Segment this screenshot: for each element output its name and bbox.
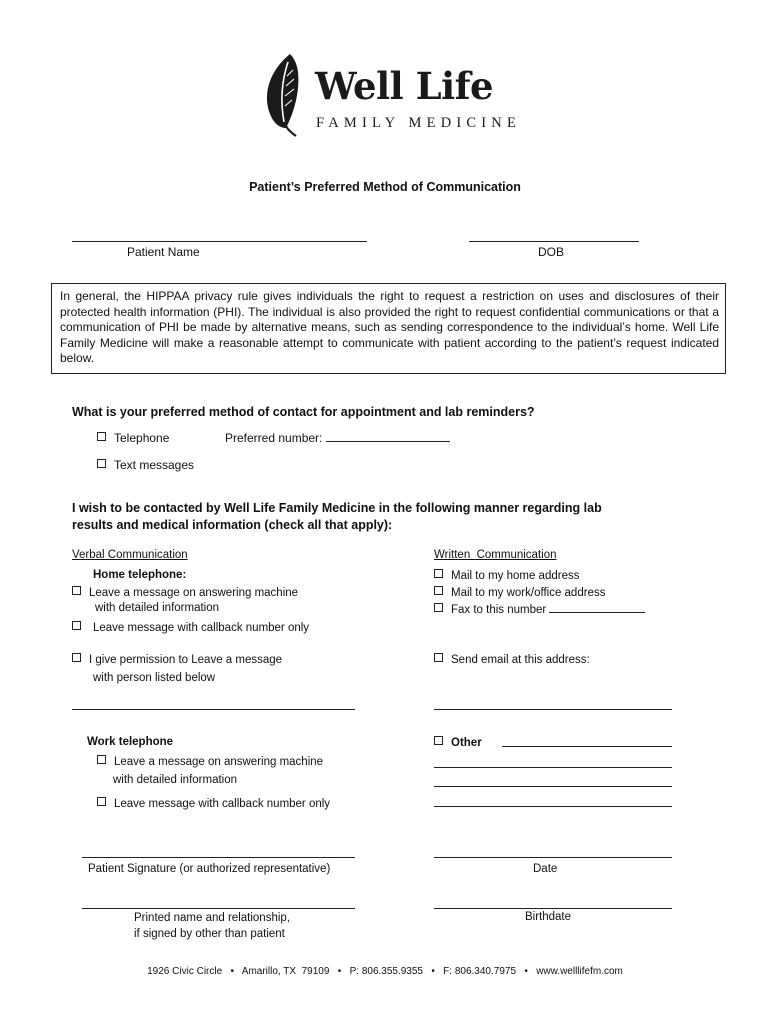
other-option[interactable]	[434, 736, 482, 749]
date-field[interactable]	[434, 857, 672, 858]
text-messages-option[interactable]	[97, 458, 194, 472]
printed-name-field[interactable]	[82, 908, 355, 909]
footer-city: Amarillo, TX 79109	[241, 966, 330, 977]
printed-name-label	[134, 911, 290, 942]
contact-manner-question	[72, 500, 602, 533]
email-address-field[interactable]	[434, 709, 672, 710]
work-leave-message-checkbox[interactable]	[97, 755, 106, 764]
footer-address: 1926 Civic Circle	[147, 966, 223, 977]
other-line-4[interactable]	[434, 806, 672, 807]
permission-person-field[interactable]	[72, 709, 355, 710]
home-callback-label: Leave message with callback number only	[93, 622, 310, 634]
other-checkbox[interactable]	[434, 736, 443, 745]
other-label: Other	[451, 737, 482, 749]
telephone-option[interactable]	[97, 431, 169, 445]
preferred-number-line[interactable]	[326, 431, 450, 442]
footer-website[interactable]: www.welllifefm.com	[536, 966, 623, 977]
birthdate-label: Birthdate	[525, 911, 572, 923]
telephone-checkbox[interactable]	[97, 432, 106, 441]
other-line-3[interactable]	[434, 786, 672, 787]
home-leave-message-label: Leave a message on answering machine	[89, 587, 299, 599]
printed-name-line1: Printed name and relationship,	[134, 912, 290, 924]
footer-phone: P: 806.355.9355	[349, 966, 423, 977]
send-email-option[interactable]	[434, 653, 590, 666]
patient-signature-label: Patient Signature (or authorized representative)	[88, 863, 331, 875]
home-telephone-label: Home telephone:	[93, 569, 187, 581]
mail-work-option[interactable]	[434, 586, 605, 599]
footer-fax: F: 806.340.7975	[443, 966, 517, 977]
preferred-number-label: Preferred number:	[225, 431, 323, 445]
contact-manner-line1: I wish to be contacted by Well Life Family Medicine in the following manner regarding lab	[72, 501, 602, 515]
date-label: Date	[533, 863, 558, 875]
verbal-header: Verbal Communication	[72, 549, 188, 561]
printed-name-line2: if signed by other than patient	[134, 927, 285, 940]
work-callback-label: Leave message with callback number only	[114, 798, 331, 810]
logo-wordmark: Well Life	[315, 64, 494, 108]
fax-label: Fax to this number	[451, 604, 547, 616]
dob-field[interactable]	[469, 241, 639, 242]
work-callback-checkbox[interactable]	[97, 797, 106, 806]
patient-name-field[interactable]	[72, 241, 367, 242]
work-callback-option[interactable]	[97, 797, 330, 810]
text-messages-label: Text messages	[114, 458, 195, 472]
work-detailed-info-label: with detailed information	[113, 774, 238, 786]
preferred-number-field[interactable]	[225, 431, 450, 445]
mail-home-option[interactable]	[434, 569, 579, 582]
logo-tagline: FAMILY MEDICINE	[316, 115, 522, 131]
work-telephone-label: Work telephone	[87, 736, 174, 748]
permission-checkbox[interactable]	[72, 653, 81, 662]
birthdate-field[interactable]	[434, 908, 672, 909]
reminders-question: What is your preferred method of contact for appointment and lab reminders?	[72, 405, 535, 419]
permission-label: I give permission to Leave a message	[89, 654, 283, 666]
form-title: Patient’s Preferred Method of Communication	[249, 180, 521, 194]
mail-home-label: Mail to my home address	[451, 570, 580, 582]
leaf-logo-icon	[260, 52, 308, 138]
mail-home-checkbox[interactable]	[434, 569, 443, 578]
send-email-checkbox[interactable]	[434, 653, 443, 662]
privacy-notice-box	[51, 283, 726, 374]
footer: 1926 Civic Circle • Amarillo, TX 79109 • P: 806.355.9355 • F: 806.340.7975 • www.welllifefm.com	[147, 966, 623, 977]
mail-work-label: Mail to my work/office address	[451, 587, 606, 599]
text-messages-checkbox[interactable]	[97, 459, 106, 468]
permission-label-line2: with person listed below	[93, 672, 216, 684]
logo	[260, 52, 530, 142]
home-callback-option[interactable]	[72, 621, 309, 634]
home-leave-message-checkbox[interactable]	[72, 586, 81, 595]
work-leave-message-option[interactable]	[97, 755, 323, 768]
permission-option[interactable]	[72, 653, 282, 666]
home-leave-message-option[interactable]	[72, 586, 298, 599]
home-detailed-info-label: with detailed information	[95, 602, 220, 614]
fax-number-line[interactable]	[549, 602, 645, 613]
home-callback-checkbox[interactable]	[72, 621, 81, 630]
mail-work-checkbox[interactable]	[434, 586, 443, 595]
privacy-notice-text: In general, the HIPPAA privacy rule gives individuals the right to request a restriction on uses and disclosures of their protected health information (PHI). The individual is also provided the right to request confidential communications or that a communication of PHI be made by alternative means, such as sending correspondence to the individual’s home. Well Life Family Medicine will make a reasonable attempt to communicate with patient according to the patient’s request indicated below.	[60, 289, 719, 366]
contact-manner-line2: results and medical information (check all that apply):	[72, 517, 393, 532]
fax-checkbox[interactable]	[434, 603, 443, 612]
other-line-2[interactable]	[434, 767, 672, 768]
written-header: Written Communication	[434, 549, 557, 561]
send-email-label: Send email at this address:	[451, 654, 590, 666]
patient-signature-field[interactable]	[82, 857, 355, 858]
other-line-1[interactable]	[502, 746, 672, 747]
telephone-label: Telephone	[114, 431, 170, 445]
patient-name-label: Patient Name	[127, 245, 200, 259]
work-leave-message-label: Leave a message on answering machine	[114, 756, 324, 768]
dob-label: DOB	[538, 245, 565, 259]
fax-option[interactable]	[434, 602, 645, 616]
